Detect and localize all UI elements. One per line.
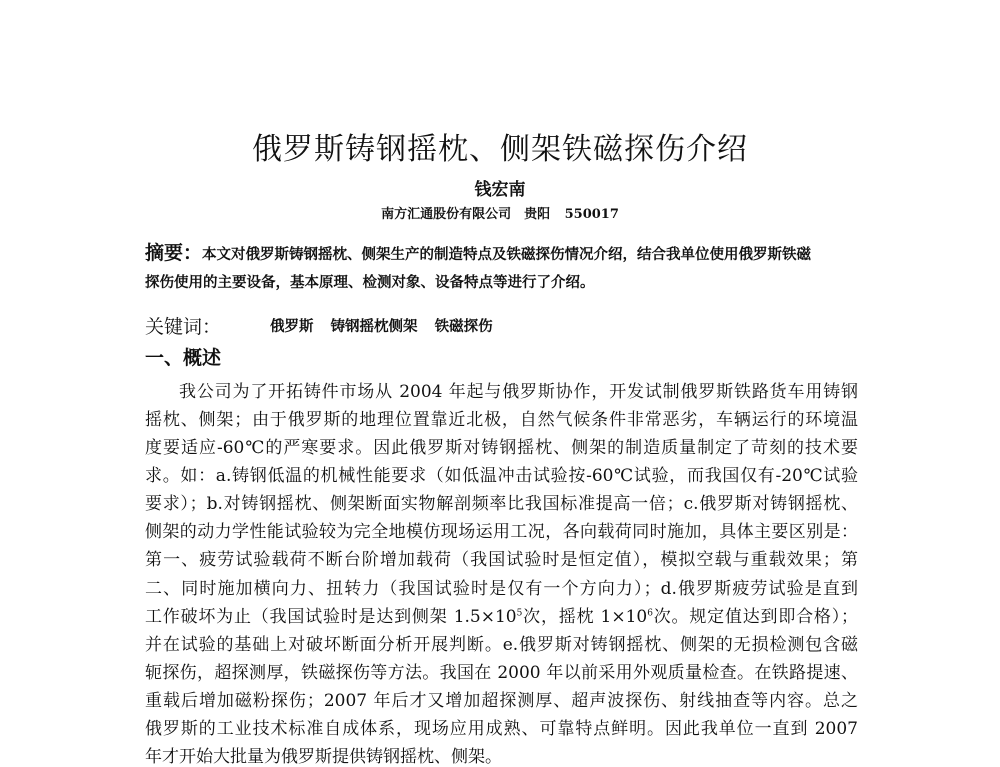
body-line: 侧架的动力学性能试验较为完全地模仿现场运用工况，各向载荷同时施加，具体主要区别是：: [145, 522, 858, 543]
body-text: 次。规定值达到即合格）；: [652, 606, 858, 627]
body-line: 要求）；b.对铸钢摇枕、侧架断面实物解剖频率比我国标准提高一倍；c.俄罗斯对铸钢摇枕、: [145, 494, 858, 515]
body-line: 并在试验的基础上对破坏断面分析开展判断。e.俄罗斯对铸钢摇枕、侧架的无损检测包含磁: [145, 634, 858, 655]
exponent: 5: [516, 607, 523, 618]
keywords-label: 关键词：: [145, 316, 222, 338]
author: 钱宏南: [474, 180, 526, 200]
body-line: 轭探伤，超探测厚，铁磁探伤等方法。我国在 2000 年以前采用外观质量检查。在铁路提速、: [145, 662, 858, 683]
abstract-text: 本文对俄罗斯铸钢摇枕、侧架生产的制造特点及铁磁探伤情况介绍，结合我单位使用俄罗斯铁磁: [202, 246, 812, 263]
body-line: 第一、疲劳试验载荷不断台阶增加载荷（我国试验时是恒定值），模拟空载与重载效果；第: [145, 550, 858, 571]
section-heading: 一、概述: [145, 347, 222, 369]
exponent: 6: [647, 607, 653, 618]
body-line: 我公司为了开拓铸件市场从 2004 年起与俄罗斯协作，开发试制俄罗斯铁路货车用铸钢: [179, 382, 858, 402]
abstract-line-2: 探伤使用的主要设备，基本原理、检测对象、设备特点等进行了介绍。: [145, 274, 595, 291]
body-text: 工作破坏为止（我国试验时是达到侧架 1.5×10: [145, 606, 517, 627]
body-line: 重载后增加磁粉探伤；2007 年后才又增加超探测厚、超声波探伤、射线抽查等内容。总之: [145, 690, 858, 711]
body-text: 次，摇枕 1×10: [522, 606, 648, 627]
body-line: 求。如：a.铸钢低温的机械性能要求（如低温冲击试验按-60℃试验，而我国仅有-20℃试验: [145, 466, 858, 487]
body-line: 俄罗斯的工业技术标准自成体系，现场应用成熟、可靠特点鲜明。因此我单位一直到 2007: [145, 718, 858, 739]
abstract-label: 摘要：: [145, 242, 203, 264]
document-title: 俄罗斯铸钢摇枕、侧架铁磁探伤介绍: [252, 132, 748, 167]
body-line: 二、同时施加横向力、扭转力（我国试验时是仅有一个方向力）；d.俄罗斯疲劳试验是直到: [145, 578, 858, 599]
keywords-value: 俄罗斯 铸钢摇枕侧架 铁磁探伤: [270, 318, 493, 335]
body-line: [145, 602, 858, 627]
body-line: 度要适应-60℃的严寒要求。因此俄罗斯对铸钢摇枕、侧架的制造质量制定了苛刻的技术要: [145, 438, 858, 459]
affiliation: 南方汇通股份有限公司 贵阳 550017: [381, 207, 619, 222]
abstract-line-1: [145, 238, 858, 265]
body-line: 摇枕、侧架；由于俄罗斯的地理位置靠近北极，自然气候条件非常恶劣，车辆运行的环境温: [145, 410, 858, 431]
body-line: 年才开始大批量为俄罗斯提供铸钢摇枕、侧架。: [145, 747, 502, 767]
